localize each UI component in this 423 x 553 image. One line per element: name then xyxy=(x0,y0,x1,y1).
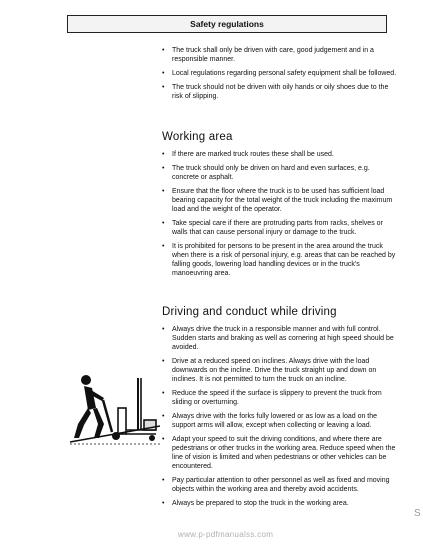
intro-bullet-list xyxy=(162,46,397,106)
section-header xyxy=(67,15,387,33)
working-area-bullet-list xyxy=(162,150,397,283)
list-item: • It is prohibited for persons to be present in the area around the truck when there is a risk of personal injury, e.g. areas that can be reached by falling goods, lowering load handling devices or in the truck's manoeuvring area. xyxy=(162,242,397,278)
list-item: • Take special care if there are protruding parts from racks, shelves or walls that can cause personal injury or damage to the truck. xyxy=(162,219,397,237)
list-item: • Always drive with the forks fully lowered or as low as a load on the support arms will allow, except when collecting or leaving a load. xyxy=(162,412,397,430)
operator-pushing-truck-illustration xyxy=(66,368,162,448)
header-title: Safety regulations xyxy=(190,19,264,29)
list-item: • Adapt your speed to suit the driving conditions, and where there are pedestrians or other trucks in the working area. Reduce speed when the line of vision is limited and when pedestrians or other vehicles can be encountered. xyxy=(162,435,397,471)
driving-bullet-list xyxy=(162,325,397,513)
list-item: • The truck should not be driven with oily hands or oily shoes due to the risk of slipping. xyxy=(162,83,397,101)
list-item: • The truck should only be driven on hard and even surfaces, e.g. concrete or asphalt. xyxy=(162,164,397,182)
list-item: • Local regulations regarding personal safety equipment shall be followed. xyxy=(162,69,397,78)
watermark-url: www.p-pdfmanualss.com xyxy=(178,530,274,539)
list-item: • Drive at a reduced speed on inclines. Always drive with the load downwards on the incline. Drive the truck straight up and down on inclines. It is not permitted to turn the truck on an incline. xyxy=(162,357,397,384)
list-item: • Always drive the truck in a responsible manner and with full control. Sudden starts and braking as well as cornering at high speed should be avoided. xyxy=(162,325,397,352)
list-item: • Pay particular attention to other personnel as well as fixed and moving objects within the working area and thereby avoid accidents. xyxy=(162,476,397,494)
edge-mark: S xyxy=(414,508,421,519)
list-item: • If there are marked truck routes these shall be used. xyxy=(162,150,397,159)
list-item: • Ensure that the floor where the truck is to be used has sufficient load bearing capacity for the total weight of the truck including the maximum load and the weight of the operator. xyxy=(162,187,397,214)
driving-title: Driving and conduct while driving xyxy=(162,306,337,318)
working-area-title: Working area xyxy=(162,131,233,143)
list-item: • Always be prepared to stop the truck in the working area. xyxy=(162,499,397,508)
list-item: • The truck shall only be driven with care, good judgement and in a responsible manner. xyxy=(162,46,397,64)
list-item: • Reduce the speed if the surface is slippery to prevent the truck from sliding or overturning. xyxy=(162,389,397,407)
